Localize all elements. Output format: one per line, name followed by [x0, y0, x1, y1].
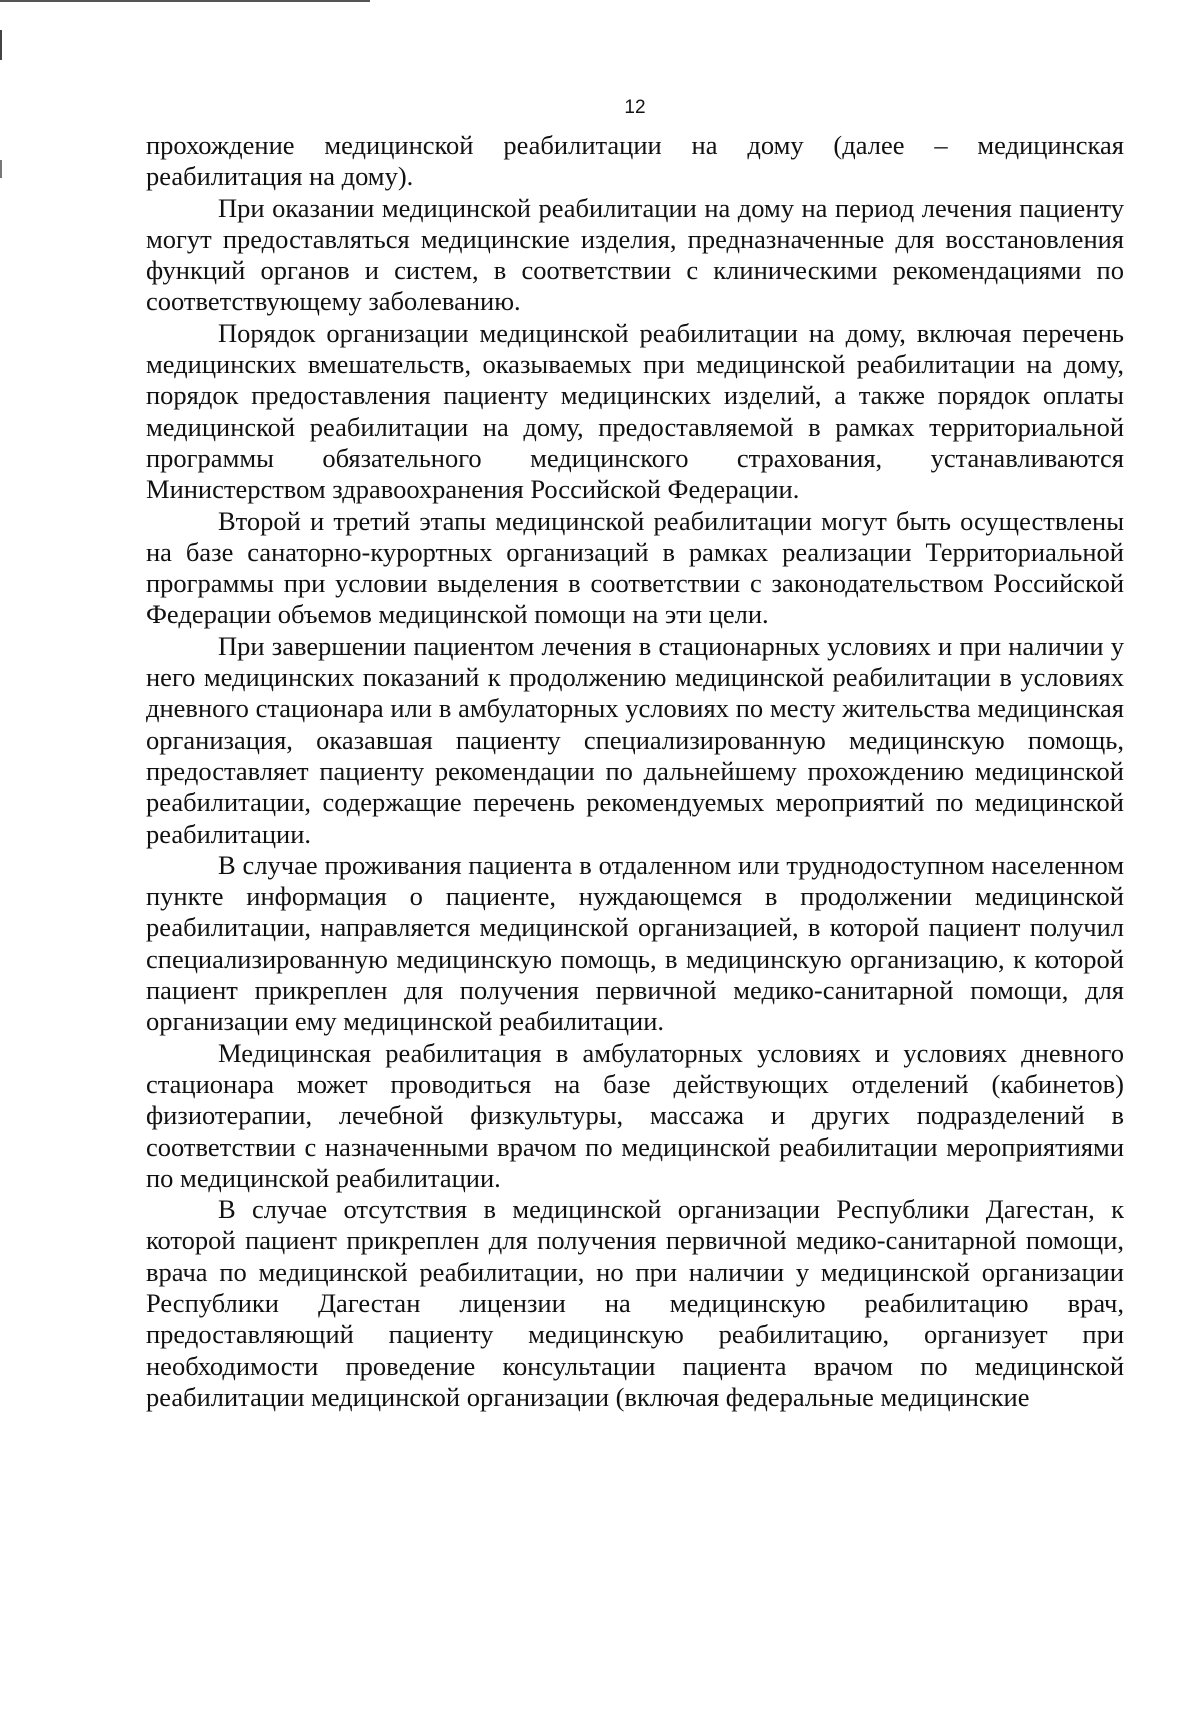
scan-edge-line [0, 0, 370, 2]
paragraph: прохождение медицинской реабилитации на дому (далее – медицинская реабилитация на дому). [146, 130, 1124, 192]
paragraph: При завершении пациентом лечения в стационарных условиях и при наличии у него медицинских показаний к продолжению медицинской реабилитации в условиях дневного стационара или в амбулаторных условиях по месту жительства медицинская организация, оказавшая пациенту специализированную медицинскую помощь, предоставляет пациенту рекомендации по дальнейшему прохождению медицинской реабилитации, содержащие перечень рекомендуемых мероприятий по медицинской реабилитации. [146, 630, 1124, 849]
body-text [146, 130, 1124, 1413]
scan-edge-mark [0, 30, 2, 60]
paragraph: Медицинская реабилитация в амбулаторных условиях и условиях дневного стационара может проводиться на базе действующих отделений (кабинетов) физиотерапии, лечебной физкультуры, массажа и других подразделений в соответствии с назначенными врачом по медицинской реабилитации мероприятиями по медицинской реабилитации. [146, 1037, 1124, 1193]
scan-edge-mark [0, 160, 2, 178]
paragraph: При оказании медицинской реабилитации на дому на период лечения пациенту могут предоставляться медицинские изделия, предназначенные для восстановления функций органов и систем, в соответствии с клиническими рекомендациями по соответствующему заболеванию. [146, 192, 1124, 317]
page-number: 12 [624, 97, 646, 118]
paragraph: В случае отсутствия в медицинской организации Республики Дагестан, к которой пациент прикреплен для получения первичной медико-санитарной помощи, врача по медицинской реабилитации, но при наличии у медицинской организации Республики Дагестан лицензии на медицинскую реабилитацию врач, предоставляющий пациенту медицинскую реабилитацию, организует при необходимости проведение консультации пациента врачом по медицинской реабилитации медицинской организации (включая федеральные медицинские [146, 1194, 1124, 1412]
paragraph: В случае проживания пациента в отдаленном или труднодоступном населенном пункте информация о пациенте, нуждающемся в продолжении медицинской реабилитации, направляется медицинской организацией, в которой пациент получил специализированную медицинскую помощь, в медицинскую организацию, к которой пациент прикреплен для получения первичной медико-санитарной помощи, для организации ему медицинской реабилитации. [146, 849, 1124, 1037]
paragraph: Второй и третий этапы медицинской реабилитации могут быть осуществлены на базе санаторно-курортных организаций в рамках реализации Территориальной программы при условии выделения в соответствии с законодательством Российской Федерации объемов медицинской помощи на эти цели. [146, 505, 1124, 630]
paragraph: Порядок организации медицинской реабилитации на дому, включая перечень медицинских вмешательств, оказываемых при медицинской реабилитации на дому, порядок предоставления пациенту медицинских изделий, а также порядок оплаты медицинской реабилитации на дому, предоставляемой в рамках территориальной программы обязательного медицинского страхования, устанавливаются Министерством здравоохранения Российской Федерации. [146, 317, 1124, 505]
